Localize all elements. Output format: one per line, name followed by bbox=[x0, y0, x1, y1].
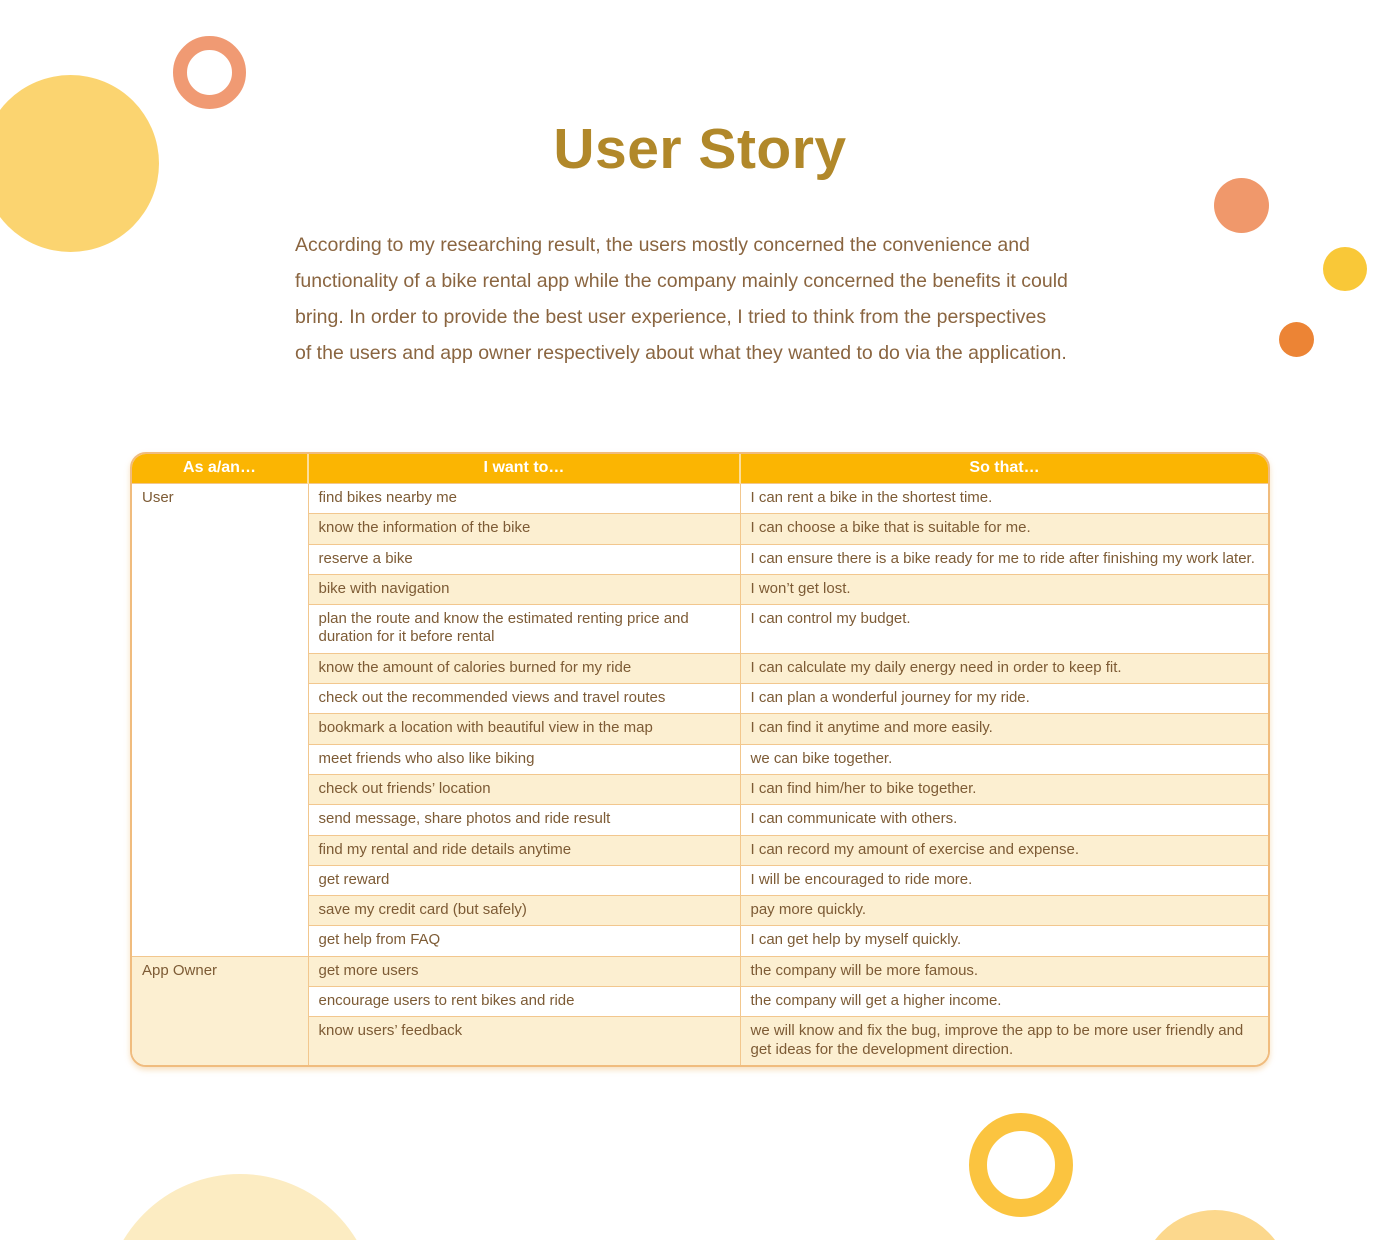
so-that-cell: I can get help by myself quickly. bbox=[740, 926, 1268, 956]
want-cell: get more users bbox=[308, 956, 740, 986]
intro-line: functionality of a bike rental app while the company mainly concerned the benefits it could bbox=[295, 270, 1068, 292]
want-cell: find bikes nearby me bbox=[308, 484, 740, 514]
table-row bbox=[132, 956, 1268, 986]
table-body bbox=[132, 484, 1268, 1065]
want-cell: check out the recommended views and travel routes bbox=[308, 684, 740, 714]
want-cell: check out friends’ location bbox=[308, 774, 740, 804]
table-row bbox=[132, 484, 1268, 514]
so-that-cell: I can choose a bike that is suitable for me. bbox=[740, 514, 1268, 544]
actor-cell: App Owner bbox=[132, 956, 308, 1065]
want-cell: get help from FAQ bbox=[308, 926, 740, 956]
want-cell: plan the route and know the estimated renting price and duration for it before rental bbox=[308, 605, 740, 654]
so-that-cell: I can communicate with others. bbox=[740, 805, 1268, 835]
want-cell: know the amount of calories burned for my ride bbox=[308, 653, 740, 683]
so-that-cell: we can bike together. bbox=[740, 744, 1268, 774]
so-that-cell: I will be encouraged to ride more. bbox=[740, 865, 1268, 895]
decor-ring-top-orange bbox=[173, 36, 246, 109]
want-cell: bookmark a location with beautiful view in the map bbox=[308, 714, 740, 744]
so-that-cell: I can control my budget. bbox=[740, 605, 1268, 654]
intro-line: According to my researching result, the users mostly concerned the convenience and bbox=[295, 234, 1030, 256]
want-cell: know the information of the bike bbox=[308, 514, 740, 544]
want-cell: encourage users to rent bikes and ride bbox=[308, 987, 740, 1017]
so-that-cell: we will know and fix the bug, improve the app to be more user friendly and get ideas for the development direction. bbox=[740, 1017, 1268, 1065]
so-that-cell: I won’t get lost. bbox=[740, 574, 1268, 604]
so-that-cell: I can record my amount of exercise and expense. bbox=[740, 835, 1268, 865]
so-that-cell: the company will get a higher income. bbox=[740, 987, 1268, 1017]
intro-line: of the users and app owner respectively about what they wanted to do via the application. bbox=[295, 342, 1067, 364]
user-story-table bbox=[130, 452, 1270, 1067]
so-that-cell: I can find him/her to bike together. bbox=[740, 774, 1268, 804]
want-cell: meet friends who also like biking bbox=[308, 744, 740, 774]
want-cell: reserve a bike bbox=[308, 544, 740, 574]
decor-circle-bottom-right-pale bbox=[1140, 1210, 1290, 1240]
want-cell: know users’ feedback bbox=[308, 1017, 740, 1065]
want-cell: save my credit card (but safely) bbox=[308, 896, 740, 926]
so-that-cell: I can calculate my daily energy need in order to keep fit. bbox=[740, 653, 1268, 683]
want-cell: send message, share photos and ride result bbox=[308, 805, 740, 835]
decor-ring-bottom-yellow bbox=[969, 1113, 1073, 1217]
column-header-i-want-to: I want to… bbox=[308, 454, 740, 484]
so-that-cell: I can find it anytime and more easily. bbox=[740, 714, 1268, 744]
user-story-table-grid bbox=[132, 454, 1268, 1065]
decor-circle-right-orange bbox=[1279, 322, 1314, 357]
want-cell: bike with navigation bbox=[308, 574, 740, 604]
column-header-so-that: So that… bbox=[740, 454, 1268, 484]
want-cell: get reward bbox=[308, 865, 740, 895]
column-header-as-a: As a/an… bbox=[132, 454, 308, 484]
want-cell: find my rental and ride details anytime bbox=[308, 835, 740, 865]
so-that-cell: I can plan a wonderful journey for my ride. bbox=[740, 684, 1268, 714]
actor-cell: User bbox=[132, 484, 308, 957]
header-row bbox=[132, 454, 1268, 484]
intro-line: bring. In order to provide the best user experience, I tried to think from the perspectives bbox=[295, 306, 1047, 328]
so-that-cell: I can rent a bike in the shortest time. bbox=[740, 484, 1268, 514]
intro-paragraph bbox=[295, 227, 1125, 371]
decor-circle-right-yellow bbox=[1323, 247, 1367, 291]
decor-circle-bottom-left-pale bbox=[104, 1174, 376, 1240]
so-that-cell: the company will be more famous. bbox=[740, 956, 1268, 986]
so-that-cell: pay more quickly. bbox=[740, 896, 1268, 926]
page-title: User Story bbox=[553, 117, 847, 181]
decor-circle-right-salmon bbox=[1214, 178, 1269, 233]
so-that-cell: I can ensure there is a bike ready for me to ride after finishing my work later. bbox=[740, 544, 1268, 574]
